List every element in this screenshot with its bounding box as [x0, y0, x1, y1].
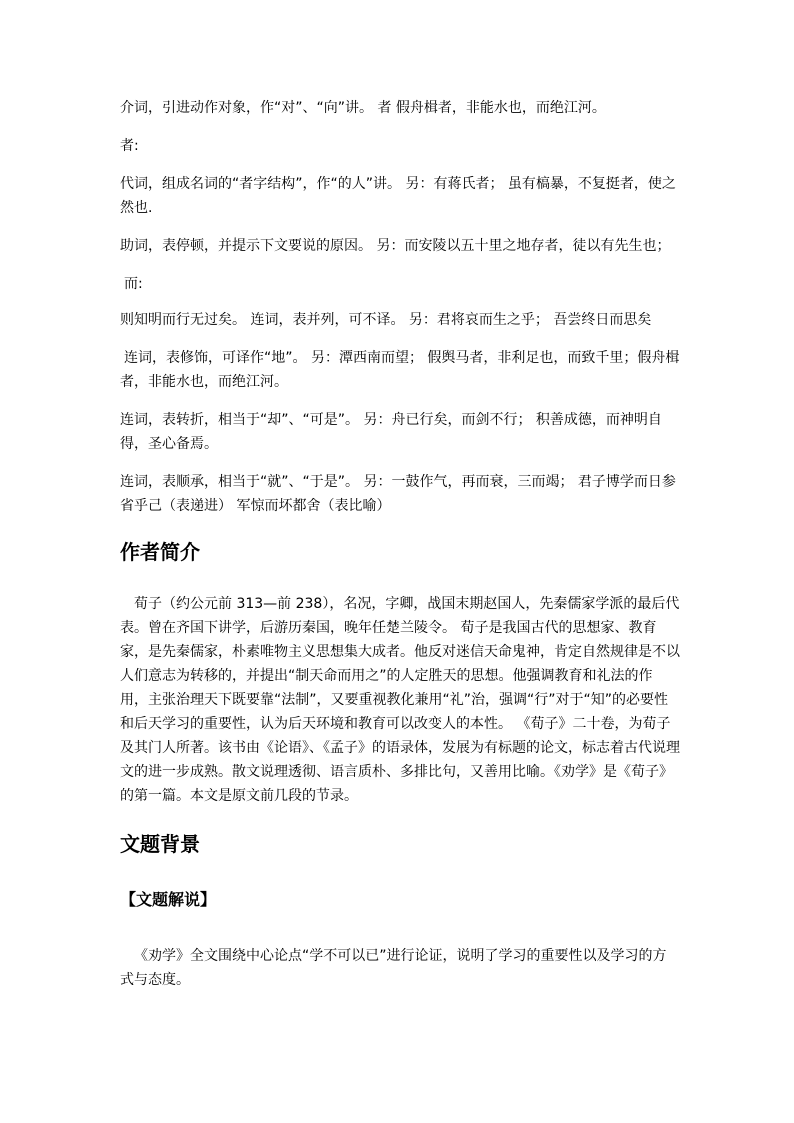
paragraph-er-adversative: 连词，表转折，相当于“却”、“可是”。 另：舟已行矣，而剑不行； 积善成德，而神明自得，圣心备焉。	[120, 412, 662, 452]
paragraph-yu-usage: 介词，引进动作对象，作“对”、“向”讲。 者 假舟楫者，非能水也，而绝江河。	[120, 100, 606, 116]
section-heading-author: 作者简介	[120, 540, 200, 564]
paragraph-zhe-particle: 助词，表停顿，并提示下文要说的原因。 另：而安陵以五十里之地存者，徒以有先生也；	[120, 238, 671, 254]
paragraph-zhe-pronoun: 代词，组成名词的“者字结构”，作“的人”讲。 另：有蒋氏者； 虽有槁暴，不复挺者，使之然也.	[120, 176, 676, 216]
paragraph-zhe-heading: 者:	[120, 138, 139, 154]
paragraph-er-modifier: 连词，表修饰，可译作“地”。 另：潭西南而望； 假舆马者，非利足也，而致千里；假舟楫者，非能水也，而绝江河。	[120, 350, 680, 390]
author-intro-paragraph: 荀子（约公元前 313—前 238），名况，字卿，战国末期赵国人，先秦儒家学派的最后代表。曾在齐国下讲学，后游历秦国，晚年任楚兰陵令。 荀子是我国古代的思想家、教育家，是先秦儒家，朴素唯物主义思想集大成者。他反对迷信天命鬼神，肯定自然规律是不以人们意志为转移的，并提出“制天命而用之”的人定胜天的思想。他强调教育和礼法的作用，主张治理天下既要靠“法制”，又要重视教化兼用“礼”治，强调“行”对于“知”的必要性和后天学习的重要性，认为后天环境和教育可以改变人的本性。 《荀子》二十卷，为荀子及其门人所著。该书由《论语》、《孟子》的语录体，发展为有标题的论文，标志着古代说理文的进一步成熟。散文说理透彻、语言质朴、多排比句，又善用比喻。《劝学》是《荀子》的第一篇。本文是原文前几段的节录。	[120, 596, 680, 804]
subheading-title-explanation: 【文题解说】	[120, 890, 217, 909]
paragraph-er-sequential: 连词，表顺承，相当于“就”、“于是”。 另：一鼓作气，再而衰，三而竭； 君子博学而日参省乎己（表递进） 军惊而坏都舍（表比喻）	[120, 474, 676, 514]
section-heading-background: 文题背景	[120, 832, 200, 856]
title-explanation-paragraph: 《劝学》全文围绕中心论点“学不可以已”进行论证，说明了学习的重要性以及学习的方式与态度。	[120, 948, 667, 988]
paragraph-er-heading: 而:	[124, 276, 143, 292]
paragraph-er-coordinate: 则知明而行无过矣。 连词，表并列，可不译。 另：君将哀而生之乎； 吾尝终日而思矣	[120, 312, 652, 328]
